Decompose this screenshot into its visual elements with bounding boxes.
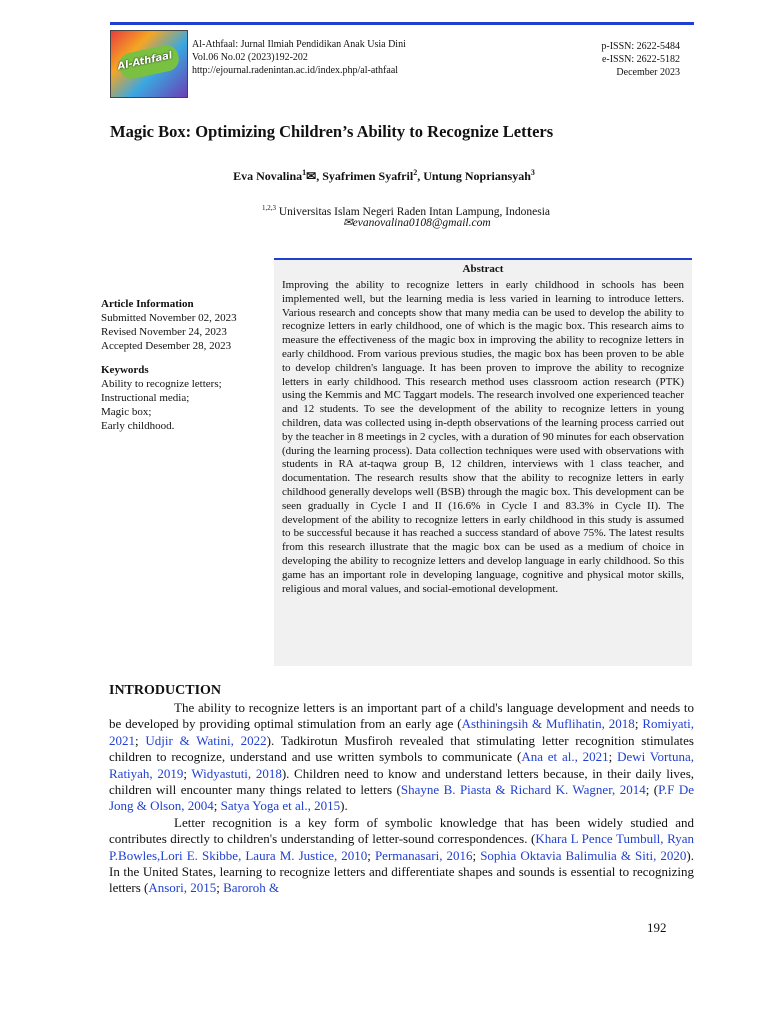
journal-name: Al-Athfaal: Jurnal Ilmiah Pendidikan Anak Usia Dini (192, 39, 406, 50)
intro-paragraph-1 (109, 700, 694, 815)
journal-volume: Vol.06 No.02 (2023)192-202 (192, 52, 308, 63)
submitted-date: Submitted November 02, 2023 (101, 312, 237, 324)
author-3: , Untung Nopriansyah (417, 169, 531, 183)
intro-paragraph-2 (109, 815, 694, 897)
citation-link[interactable]: Khara L Pence Tumbull, Ryan P.Bowles,Lori E. Skibbe, Laura M. Justice, 2010 (109, 831, 695, 863)
citation-link[interactable]: Ansori, 2015 (148, 880, 217, 896)
paragraph-text: ). Children need to know and understand letters because, in their daily lives, children will encounter many things related to letters ( (109, 765, 694, 798)
journal-info (192, 38, 406, 77)
paragraph-text: The ability to recognize letters is an important part of a child's language development and needs to be developed by providing optimal stimulation from an early age ( (109, 700, 694, 732)
citation-link[interactable]: Shayne B. Piasta & Richard K. Wagner, 2014 (400, 782, 646, 798)
citation-link[interactable]: Udjir & Watini, 2022 (145, 732, 267, 748)
paragraph-text: ). In the United States, learning to recognize letters and differentiate shapes and sounds is essential to recognizing letters ( (109, 847, 694, 896)
citation-link[interactable]: Satya Yoga et al., 2015 (220, 798, 341, 814)
paragraph-text: ; (472, 847, 481, 863)
citation-link[interactable]: P.F De Jong & Olson, 2004 (109, 782, 694, 814)
section-heading-introduction: INTRODUCTION (109, 683, 222, 698)
affiliation-sup: 1,2,3 (262, 204, 276, 212)
email-line (343, 215, 491, 229)
mail-icon: ✉ (306, 169, 317, 183)
paragraph-text: ; (608, 749, 618, 765)
affiliation-text: Universitas Islam Negeri Raden Intan Lampung, Indonesia (276, 205, 551, 218)
page-number: 192 (647, 920, 667, 935)
journal-logo (110, 30, 188, 98)
citation-link[interactable]: Sophia Oktavia Balimulia & Siti, 2020 (480, 847, 687, 863)
article-information (101, 297, 271, 433)
keywords-heading: Keywords (101, 364, 149, 376)
journal-url[interactable]: http://ejournal.radenintan.ac.id/index.php/al-athfaal (192, 65, 399, 76)
author-2-sup: 2 (413, 168, 418, 177)
citation-link[interactable]: Baroroh & (223, 880, 280, 896)
paragraph-text: ; (183, 765, 192, 781)
header-rule (110, 22, 694, 25)
keyword-item: Early childhood. (101, 420, 175, 432)
accepted-date: Accepted Desember 28, 2023 (101, 340, 232, 352)
keyword-item: Ability to recognize letters; (101, 378, 222, 390)
citation-link[interactable]: Asthiningsih & Muflihatin, 2018 (461, 716, 635, 732)
author-3-sup: 3 (530, 168, 535, 177)
citation-link[interactable]: Romiyati, 2021 (109, 716, 694, 748)
paragraph-text: ; (634, 716, 643, 732)
e-issn: e-ISSN: 2622-5182 (601, 54, 680, 65)
citation-link[interactable]: Permanasari, 2016 (374, 847, 473, 863)
abstract-heading: Abstract (462, 263, 504, 275)
paper-title: Magic Box: Optimizing Children’s Ability to Recognize Letters (110, 122, 554, 141)
abstract-text: Improving the ability to recognize letters in early childhood in schools has been implemented well, but the learning media is less varied in learning to introduce letters. Various research and concepts show that many media can be used to develop the ability to recognize letters in early childhood, one of which is the magic box. This research aims to measure the effectiveness of the magic box in improving the ability to recognize letters in early childhood. From various previous studies, the magic box has been proven to be able to develop children's language. It has been proven to improve the ability to recognize letters in early childhood. This research method uses classroom action research (PTK) using the Kemmis and MC Taggart models. The research involved one experienced teacher and 12 students. To see the development of the ability to recognize letters in young children, data was collected using in-depth observations of the learning process carried out by the teacher in 8 meetings in 2 cycles, with a duration of 90 minutes for each observation (during the learning process). Data collection techniques were used with observations with students in RA at-taqwa group B, 12 children, interviews with 1 class teacher, and documentation. The research results show that the ability to recognize letters in early childhood generally develops well (BSB) through the magic box. This development can be seen gradually in Cycle I and II (16.6% in Cycle I and 83.3% in Cycle II). The development of the ability to recognize letters in early childhood in this study is assumed to be successful because it has reached a success standard of above 75%. The latest results from this research illustrate that the magic box can be used as a medium of choice in developing the ability to recognize letters and develop language in early childhood. So this game has an important role in developing language, cognitive and physical motor skills, religious and moral values, and social-emotional development. (282, 279, 684, 595)
keyword-item: Magic box; (101, 406, 152, 418)
issn-info (601, 40, 680, 79)
paragraph-text: ; (216, 880, 224, 896)
keywords-block (101, 363, 271, 433)
paragraph-text: ). (340, 798, 348, 814)
author-email[interactable]: evanovalina0108@gmail.com (352, 217, 491, 229)
author-1-sup: 1 (302, 168, 307, 177)
author-1: Eva Novalina (233, 169, 303, 183)
paragraph-text: Letter recognition is a key form of symbolic knowledge that has been widely studied and contributes directly to children's understanding of letter-sound correspondences. ( (109, 814, 694, 847)
paragraph-text: ; ( (645, 782, 659, 798)
citation-link[interactable]: Dewi Vortuna, Ratiyah, 2019 (109, 749, 694, 781)
issue-date: December 2023 (616, 67, 680, 78)
journal-header (110, 30, 694, 98)
paragraph-text: ). Tadkirotun Musfiroh revealed that stimulating letter recognition stimulates children to recognize, understand and use written symbols to communicate ( (109, 732, 694, 765)
citation-link[interactable]: Ana et al., 2021 (521, 749, 609, 765)
paragraph-text: ; (135, 732, 146, 748)
revised-date: Revised November 24, 2023 (101, 326, 227, 338)
keyword-item: Instructional media; (101, 392, 190, 404)
logo-text: Al-Athfaal (116, 50, 174, 73)
abstract-box (274, 258, 692, 666)
paragraph-text: ; (213, 798, 221, 814)
paragraph-text: ; (367, 847, 375, 863)
p-issn: p-ISSN: 2622-5484 (601, 41, 680, 52)
citation-link[interactable]: Widyastuti, 2018 (191, 765, 282, 781)
email-icon: ✉ (343, 217, 353, 229)
article-info-heading: Article Information (101, 298, 194, 310)
introduction-body (109, 700, 694, 897)
author-list (0, 168, 768, 184)
author-2: , Syafrimen Syafril (316, 169, 414, 183)
